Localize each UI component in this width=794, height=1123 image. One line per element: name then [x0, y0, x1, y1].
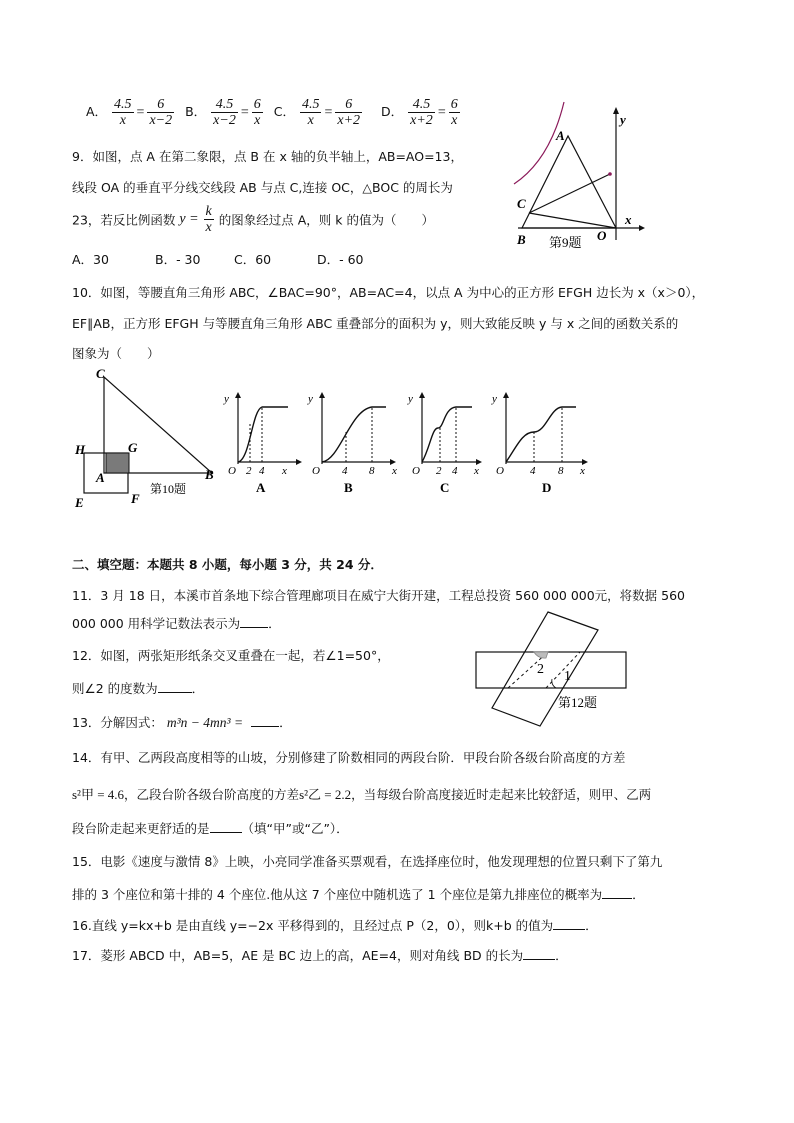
q14-variance-jia: s²甲 = 4.6 [72, 787, 125, 802]
numerator: k [205, 204, 212, 219]
denominator: x [119, 113, 126, 128]
equals: = [324, 105, 333, 120]
q14-variance-yi: s²乙 = 2.2 [299, 787, 352, 802]
label-x: x [282, 465, 287, 477]
curve [506, 407, 576, 462]
y-axis-arrow [235, 392, 241, 398]
q12-figure [470, 606, 635, 731]
q9-figure [505, 100, 655, 255]
q10-line1: 10．如图，等腰直角三角形 ABC，∠BAC=90°，AB=AC=4，以点 A 为中心的正方形 EFGH 边长为 x（x＞0）， [72, 285, 705, 300]
option-label: B． [185, 104, 207, 119]
q12-line2 [72, 679, 204, 697]
option-label: C． [273, 104, 295, 119]
label-b: B [205, 467, 214, 482]
q9-option-a: A．30 [72, 252, 109, 267]
q17-end: ． [555, 948, 568, 963]
y-axis-arrow [503, 392, 509, 398]
q11-line2-text: 000 000 用科学记数法表示为 [72, 616, 241, 631]
answer-blank[interactable] [158, 691, 192, 693]
graph-b [307, 392, 397, 495]
graph-a [223, 392, 302, 495]
q15-line2-text: 排的 3 个座位和第十排的 4 个座位.他从这 7 个座位中随机选了 1 个座位是第九排座位的概率为 [72, 887, 603, 902]
label-o: O [496, 465, 504, 477]
label-x: x [580, 465, 585, 477]
label-2: 2 [537, 662, 544, 677]
tick-label: 8 [369, 465, 375, 477]
q15-end: ． [632, 887, 645, 902]
q15-line2 [72, 885, 645, 903]
answer-blank[interactable] [240, 626, 268, 628]
q13-expression: m³n − 4mn³ = [166, 715, 244, 730]
fraction [300, 97, 322, 128]
curve [422, 407, 472, 462]
denominator: x [205, 220, 212, 235]
tick-label: 4 [259, 465, 265, 477]
label-f: F [131, 491, 140, 506]
numerator: 6 [147, 97, 174, 113]
q12-end: ． [191, 681, 205, 696]
graph-letter: D [542, 480, 552, 495]
y-axis-arrow [419, 392, 425, 398]
q16-end: ． [585, 918, 598, 933]
denominator: x+2 [337, 113, 361, 128]
q9-func-y: y = [179, 211, 199, 227]
angle-2-arc [534, 652, 548, 658]
q9-line2: 线段 OA 的垂直平分线交线段 AB 与点 C,连接 OC，△BOC 的周长为 [72, 180, 453, 195]
label-x: x [474, 465, 479, 477]
q10-line3: 图象为（ ） [72, 346, 160, 361]
q14-line3-pre: 段台阶走起来更舒适的是 [72, 821, 210, 836]
numerator: 6 [450, 97, 458, 112]
answer-blank[interactable] [602, 897, 632, 899]
q8-option-b [185, 97, 268, 128]
answer-blank[interactable] [251, 725, 279, 727]
label-g: G [128, 440, 138, 455]
graph-letter: C [440, 480, 450, 495]
q12-line2-text: 则∠2 的度数为 [72, 681, 158, 696]
equals: = [136, 105, 145, 120]
tick-label: 4 [452, 465, 458, 477]
q9-option-d: D．- 60 [317, 252, 364, 267]
x-axis-arrow [639, 225, 645, 231]
bisector-end-dot [608, 172, 612, 176]
q14-line3-post: （填“甲”或“乙”）． [241, 821, 349, 836]
label-o: O [412, 465, 420, 477]
q9-line3-pre: 23，若反比例函数 [72, 212, 176, 228]
x-axis-arrow [296, 459, 302, 465]
overlap-region [106, 453, 129, 473]
label-o: O [597, 228, 607, 243]
q9-option-b: B．- 30 [155, 252, 201, 267]
label-x: x [392, 465, 397, 477]
q14-line3 [72, 819, 349, 837]
graph-letter: B [344, 480, 353, 495]
fraction [147, 97, 174, 128]
y-axis-arrow [319, 392, 325, 398]
label-c: C [96, 366, 105, 381]
fraction [335, 97, 362, 128]
q10-caption: 第10题 [150, 482, 187, 496]
fraction [449, 97, 460, 128]
numerator: 4.5 [301, 97, 320, 112]
q12-line1: 12．如图，两张矩形纸条交叉重叠在一起，若∠1=50°， [72, 648, 390, 663]
numerator: 6 [335, 97, 362, 113]
tick-label: 4 [530, 465, 536, 477]
q13-prefix: 13．分解因式： [72, 715, 163, 730]
label-o: O [312, 465, 320, 477]
q17-text: 17．菱形 ABCD 中，AB=5，AE 是 BC 边上的高，AE=4，则对角线 BD 的长为 [72, 948, 524, 963]
fraction [211, 97, 238, 128]
tick-label: 2 [246, 465, 252, 477]
option-label: D． [381, 104, 404, 119]
q14-line2 [72, 784, 651, 803]
tick-label: 2 [436, 465, 442, 477]
label-e: E [75, 495, 84, 510]
option-label: A． [86, 104, 108, 119]
answer-blank[interactable] [210, 831, 242, 833]
label-y: y [408, 393, 413, 405]
q16 [72, 916, 598, 934]
q13 [72, 713, 292, 731]
tick-label: 8 [558, 465, 564, 477]
graph-letter: A [256, 480, 266, 495]
q9-options [72, 250, 364, 268]
y-axis-arrow [613, 107, 619, 114]
dashed-overlap-edge [546, 652, 580, 688]
curve [322, 407, 386, 462]
answer-blank[interactable] [553, 928, 585, 930]
label-c: C [517, 196, 526, 211]
q9-func-fraction [204, 204, 214, 235]
answer-blank[interactable] [523, 958, 555, 960]
fraction [112, 97, 134, 128]
label-y: y [308, 393, 313, 405]
numerator: 4.5 [408, 97, 435, 113]
q15-line1: 15．电影《速度与激情 8》上映，小亮同学准备买票观看，在选择座位时，他发现理想的位置只剩下了第九 [72, 854, 663, 869]
q16-text: 16.直线 y=kx+b 是由直线 y=−2x 平移得到的，且经过点 P（2，0），则k+b 的值为 [72, 918, 554, 933]
q11-line2 [72, 614, 281, 632]
angle-1-arc [552, 679, 556, 688]
label-a: A [556, 128, 565, 143]
equals: = [437, 105, 446, 120]
q14-line1: 14．有甲、乙两段高度相等的山坡，分别修建了阶数相同的两段台阶．甲段台阶各级台阶高度的方差 [72, 750, 626, 765]
q11-line1: 11．3 月 18 日，本溪市首条地下综合管理廊项目在威宁大街开建，工程总投资 560 000 000元，将数据 560 [72, 588, 686, 603]
segment-oc [529, 213, 616, 228]
q14-mid: ，乙段台阶各级台阶高度的方差 [124, 787, 300, 802]
graph-d [491, 392, 588, 495]
graph-c [407, 392, 482, 495]
section-heading: 二、填空题：本题共 8 小题，每小题 3 分，共 24 分． [72, 557, 383, 572]
label-b: B [517, 232, 526, 247]
fraction [252, 97, 263, 128]
label-a: A [96, 470, 105, 485]
numerator: 4.5 [211, 97, 238, 113]
q11-end: ． [268, 616, 281, 631]
numerator: 4.5 [114, 97, 132, 112]
fraction [408, 97, 435, 128]
q9-line1: 9．如图，点 A 在第二象限，点 B 在 x 轴的负半轴上，AB=AO=13， [72, 149, 463, 164]
tick-label: 4 [342, 465, 348, 477]
label-o: O [228, 465, 236, 477]
label-1: 1 [564, 669, 571, 684]
q8-option-d [381, 97, 461, 128]
denominator: x [254, 113, 261, 128]
q10-line2: EF∥AB，正方形 EFGH 与等腰直角三角形 ABC 重叠部分的面积为 y，则大致能反映 y 与 x 之间的函数关系的 [72, 316, 679, 331]
q8-option-a [86, 97, 179, 128]
label-y: y [620, 112, 626, 127]
q14-line2-post: ，当每级台阶高度接近时走起来比较舒适，则甲、乙两 [351, 787, 652, 802]
denominator: x+2 [410, 113, 433, 128]
q9-caption: 第9题 [549, 235, 582, 250]
label-x: x [625, 212, 632, 227]
label-h: H [75, 442, 86, 457]
equals: = [240, 105, 249, 120]
q9-line3 [72, 204, 434, 235]
hyperbola-curve [514, 102, 564, 184]
q10-graph-options [216, 388, 606, 498]
numerator: 6 [253, 97, 261, 112]
q9-option-c: C．60 [234, 252, 272, 267]
denominator: x−2 [149, 113, 173, 128]
denominator: x−2 [213, 113, 236, 128]
q8-option-c [273, 97, 367, 128]
curve [238, 407, 288, 462]
q12-caption: 第12题 [558, 695, 598, 710]
denominator: x [307, 113, 314, 128]
q17 [72, 946, 568, 964]
label-y: y [224, 393, 229, 405]
q10-figure [70, 365, 220, 515]
denominator: x [451, 113, 458, 128]
q8-options [86, 97, 461, 128]
q9-line3-post: 的图象经过点 A，则 k 的值为（ ） [218, 212, 434, 228]
q13-end: ． [279, 715, 292, 730]
label-y: y [492, 393, 497, 405]
